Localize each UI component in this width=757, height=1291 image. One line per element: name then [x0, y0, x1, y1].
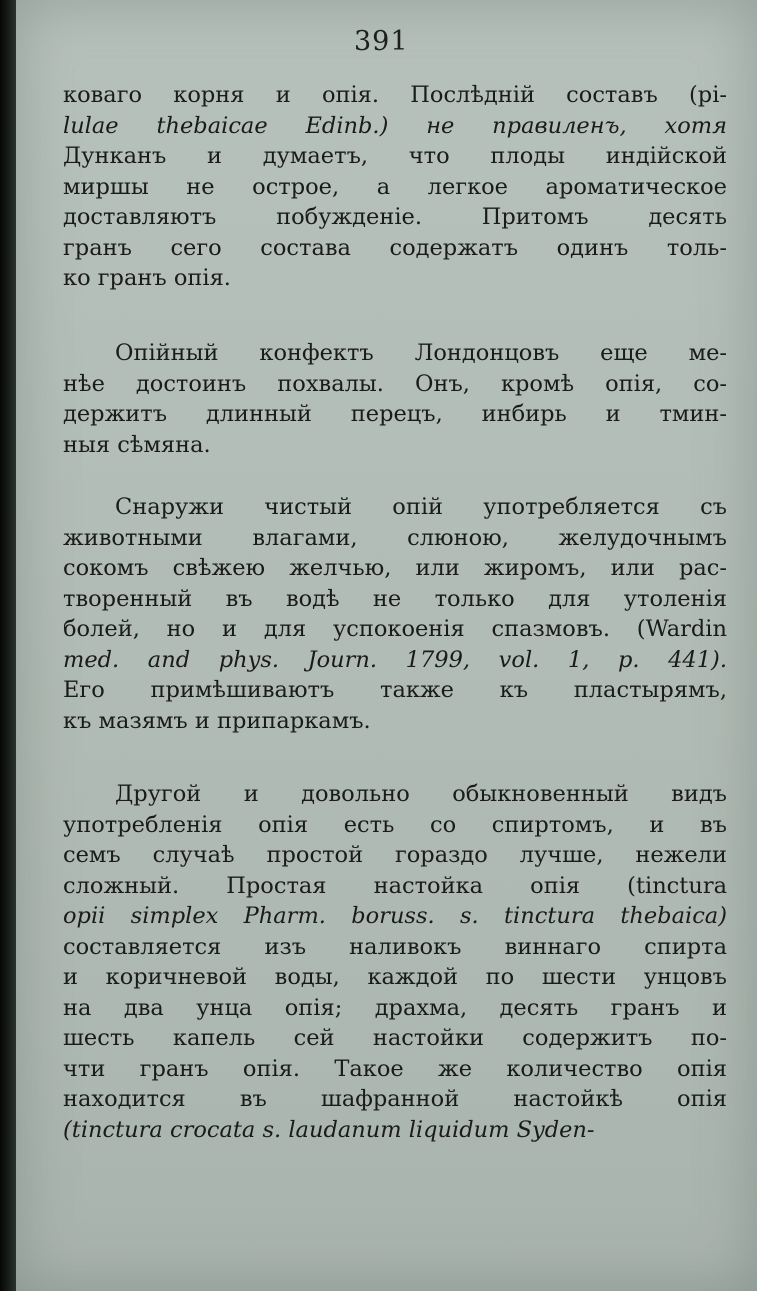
text-line: ко гранъ опія.	[63, 265, 231, 291]
text-line: составляется изъ наливокъ виннаго спирта	[63, 933, 727, 960]
text-line: сокомъ свѣжею желчью, или жиромъ, или рас-	[63, 555, 727, 581]
text-line: чти гранъ опія. Такое же количество опія	[63, 1055, 727, 1082]
paragraph-1	[63, 80, 727, 294]
text-line: Его примѣшиваютъ также къ пластырямъ,	[63, 677, 727, 703]
text-line: Дунканъ и думаетъ, что плоды индійской	[63, 143, 727, 169]
text-line: доставляютъ побужденіе. Притомъ десять	[63, 204, 727, 230]
text-line: и коричневой воды, каждой по шести унцовъ	[63, 964, 727, 990]
book-spine-shadow	[0, 0, 16, 1291]
text-line: (tinctura crocata s. laudanum liquidum Syden-	[63, 1116, 595, 1143]
paragraph-4	[63, 779, 727, 1145]
text-line: творенный въ водѣ не только для утоленія	[63, 585, 727, 612]
text-line: med. and phys. Journ. 1799, vol. 1, p. 441).	[63, 646, 727, 673]
text-line: Другой и довольно обыкновенный видъ	[115, 781, 727, 807]
text-line: ныя сѣмяна.	[63, 431, 211, 458]
text-line: употребленія опія есть со спиртомъ, и въ	[63, 811, 727, 838]
text-line: семъ случаѣ простой гораздо лучше, нежели	[63, 842, 727, 868]
text-line: держитъ длинный перецъ, инбирь и тмин-	[63, 401, 727, 427]
text-line: къ мазямъ и припаркамъ.	[63, 707, 371, 734]
paragraph-3	[63, 492, 727, 736]
paragraph-2	[63, 338, 727, 460]
text-line: находится въ шафранной настойкѣ опія	[63, 1086, 727, 1112]
text-line: нѣе достоинъ похвалы. Онъ, кромѣ опія, со-	[63, 370, 727, 397]
text-line: сложный. Простая настойка опія (tinctura	[63, 872, 727, 899]
text-line: Опійный конфектъ Лондонцовъ еще ме-	[115, 340, 727, 366]
text-line: коваго корня и опія. Послѣдній составъ (pi-	[63, 82, 727, 108]
book-page	[16, 0, 757, 1291]
text-line: гранъ сего состава содержатъ одинъ толь-	[63, 234, 727, 261]
text-line: миршы не острое, а легкое ароматическое	[63, 173, 727, 200]
text-line: болей, но и для успокоенія спазмовъ. (Wardin	[63, 616, 727, 642]
page-number: 391	[354, 26, 409, 57]
text-line: шесть капель сей настойки содержитъ по-	[63, 1025, 727, 1051]
text-line: Снаружи чистый опій употребляется съ	[115, 494, 727, 520]
text-line: животными влагами, слюною, желудочнымъ	[63, 524, 727, 551]
text-line: на два унца опія; драхма, десять гранъ и	[63, 994, 727, 1021]
text-line: opii simplex Pharm. boruss. s. tinctura thebaica)	[63, 903, 727, 929]
text-line: lulae thebaicae Edinb.) не правиленъ, хотя	[63, 112, 727, 139]
